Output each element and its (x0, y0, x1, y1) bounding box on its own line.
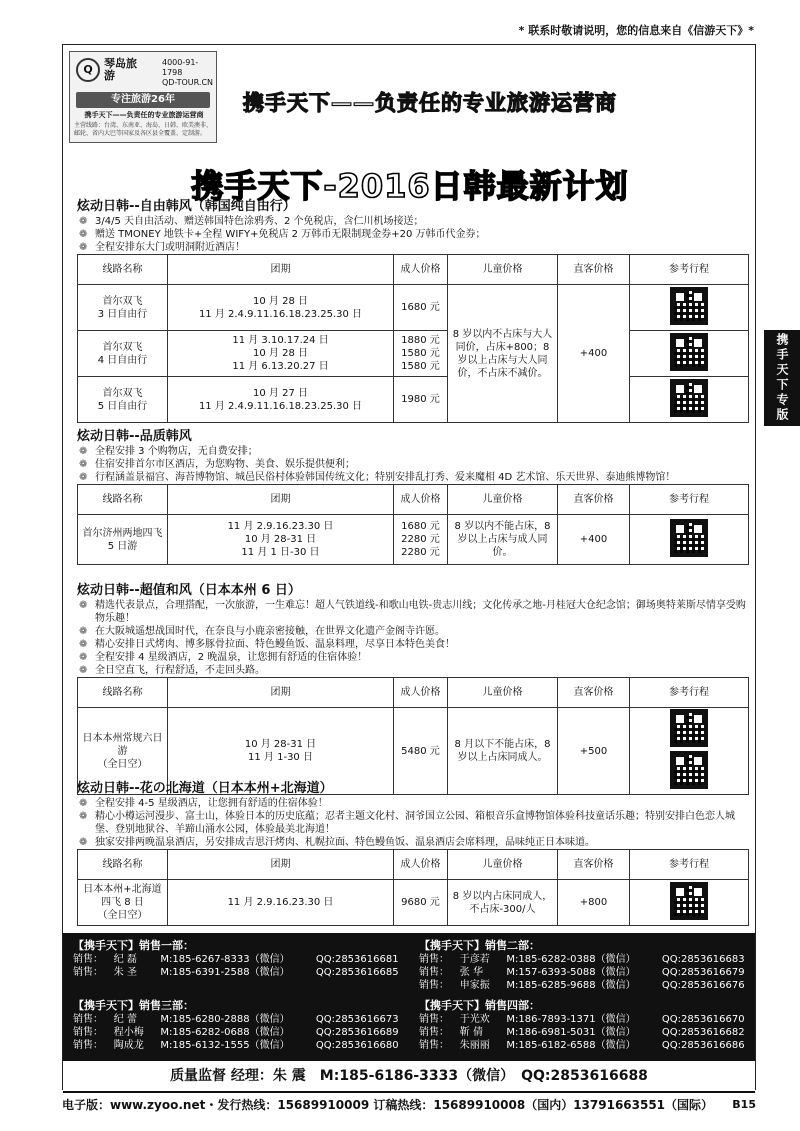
route-dates: 11 月 3.10.17.24 日 10 月 28 日 11 月 6.13.20.27 日 (168, 331, 394, 377)
logo-site: QD-TOUR.CN (162, 78, 214, 87)
qr-cell (630, 285, 749, 331)
person: 朱 圣 (113, 967, 137, 978)
sales-row (73, 1026, 413, 1039)
adult-price: 1980 元 (394, 377, 448, 423)
qr-cell (630, 377, 749, 423)
section-title: 炫动日韩--自由韩风（韩国纯自由行） (77, 199, 296, 214)
sales-row (419, 953, 759, 966)
route-name: 日本本州+北海道四飞 8 日 （全日空） (78, 880, 168, 926)
bullet: ❁ 精心安排日式烤肉、博多豚骨拉面、特色鳗鱼饭、温泉料理，尽享日本特色美食！ (77, 638, 749, 651)
col-header: 成人价格 (394, 255, 448, 285)
bullet: ❁ 全日空直飞，行程舒适，不走回头路。 (77, 664, 749, 677)
col-header: 线路名称 (78, 678, 168, 708)
logo-banner: 专注旅游26年 (76, 92, 210, 108)
role: 销售： (73, 1040, 103, 1051)
role: 销售： (419, 980, 449, 991)
bullet: ❁ 精心小樽运河漫步、富士山，体验日本的历史底蕴；忍者主题文化村、洞爷国立公园、箱根音乐盒博物馆体验科技童话乐趣；特别安排白色恋人城堡、登别地狱谷、羊蹄山涌水公园，体验最美北海道！ (77, 810, 749, 836)
role: 销售： (73, 967, 103, 978)
table-row (78, 377, 749, 423)
dept-head: 【携手天下】销售一部： (73, 939, 194, 952)
person: 于彦若 (459, 954, 490, 965)
person: 纪 蕾 (113, 1014, 137, 1025)
col-header: 直客价格 (558, 255, 630, 285)
sales-panel (63, 933, 755, 1093)
col-header: 直客价格 (558, 485, 630, 515)
col-header: 团期 (168, 485, 394, 515)
col-header: 直客价格 (558, 850, 630, 880)
table-row (78, 515, 749, 565)
sales-row (73, 953, 413, 966)
qq: QQ:2853616680 (315, 1040, 399, 1051)
person: 张 华 (459, 967, 483, 978)
mobile: M:185-6391-2588（微信） (160, 967, 290, 978)
bullet: ❁ 赠送 TMONEY 地铁卡+全程 WIFY+免税店 2 万韩币无限制现金券+20 万韩币代金券； (77, 228, 749, 241)
direct-price: +500 (558, 708, 630, 795)
mobile: M:186-7893-1371（微信） (506, 1014, 636, 1025)
qq: QQ:2853616673 (315, 1014, 399, 1025)
route-dates: 10 月 27 日 11 月 2.4.9.11.16.18.23.25.30 日 (168, 377, 394, 423)
mobile: M:185-6282-0688（微信） (160, 1027, 290, 1038)
bullet: ❁ 全程安排 4 星级酒店，2 晚温泉，让您拥有舒适的住宿体验！ (77, 651, 749, 664)
logo (69, 51, 217, 143)
qr-code-icon[interactable] (670, 882, 708, 920)
col-header: 直客价格 (558, 678, 630, 708)
page-number: B15 (732, 1098, 756, 1111)
sales-dept-2 (419, 939, 759, 992)
price-table (77, 484, 749, 565)
col-header: 儿童价格 (448, 850, 558, 880)
qq: QQ:2853616689 (315, 1027, 399, 1038)
bullet: ❁ 3/4/5 天自由活动、赠送韩国特色涂鸦秀、2 个免税店，含仁川机场接送； (77, 215, 749, 228)
top-note: * 联系时敬请说明，您的信息来自《信游天下》* (518, 24, 754, 37)
logo-slogan: 携手天下——负责任的专业旅游运营商 (84, 111, 204, 119)
sales-row (73, 1013, 413, 1026)
person: 靳 倩 (459, 1027, 483, 1038)
qr-code-icon[interactable] (670, 333, 708, 371)
col-header: 团期 (168, 850, 394, 880)
route-dates: 10 月 28-31 日 11 月 1-30 日 (168, 708, 394, 795)
mobile: M:185-6285-9688（微信） (506, 980, 636, 991)
route-name: 首尔双飞 3 日自由行 (78, 285, 168, 331)
col-header: 参考行程 (630, 255, 749, 285)
qr-code-icon[interactable] (670, 709, 708, 747)
qr-code-icon[interactable] (670, 379, 708, 417)
sales-row (419, 966, 759, 979)
table-row (78, 880, 749, 926)
main-title: 携手天下-2016日韩最新计划 (191, 167, 629, 205)
direct-price: +800 (558, 880, 630, 926)
qq: QQ:2853616685 (315, 967, 399, 978)
mobile: M:186-6981-5031（微信） (506, 1027, 636, 1038)
role: 销售： (419, 967, 449, 978)
sales-row (419, 979, 759, 992)
sales-row (73, 1039, 413, 1052)
role: 销售： (419, 954, 449, 965)
role: 销售： (419, 1040, 449, 1051)
bullet: ❁ 精选代表景点，合理搭配，一次旅游，一生难忘！超人气铁道线-和歌山电铁-贵志川线；文化传承之地-月桂冠大仓纪念馆；御场奥特莱斯尽情享受购物乐趣！ (77, 599, 749, 625)
qq: QQ:2853616670 (661, 1014, 745, 1025)
qq: QQ:2853616681 (315, 954, 399, 965)
price-table (77, 254, 749, 423)
sales-row (419, 1039, 759, 1052)
qq: QQ:2853616682 (661, 1027, 745, 1038)
qr-code-icon[interactable] (670, 287, 708, 325)
role: 销售： (73, 954, 103, 965)
bullet: ❁ 在大阪城遥想战国时代，在奈良与小鹿亲密接触，在世界文化遗产金阁寺许愿。 (77, 625, 749, 638)
logo-phone: 4000-91-1798 (162, 58, 199, 77)
dept-head: 【携手天下】销售四部： (419, 999, 540, 1012)
mobile: M:185-6132-1555（微信） (160, 1040, 290, 1051)
qq: QQ:2853616679 (661, 967, 745, 978)
table-row (78, 285, 749, 331)
side-tab: 携手天下专版 (764, 330, 800, 426)
child-price: 8 岁以内不能占床，8 岁以上占床与成人同价。 (448, 515, 558, 565)
mobile: M:185-6282-0388（微信） (506, 954, 636, 965)
person: 程小梅 (113, 1027, 144, 1038)
qr-cell (630, 880, 749, 926)
role: 销售： (73, 1014, 103, 1025)
route-dates: 11 月 2.9.16.23.30 日 (168, 880, 394, 926)
col-header: 成人价格 (394, 850, 448, 880)
direct-price: +400 (558, 285, 630, 423)
adult-price: 1680 元 2280 元 2280 元 (394, 515, 448, 565)
section-korea-free (77, 199, 749, 423)
sales-row (419, 1026, 759, 1039)
footer-contact: 电子版：www.zyoo.net・发行热线：15689910009 订稿热线：15689910008（国内）13791663551（国际） (62, 1098, 714, 1112)
dept-head: 【携手天下】销售三部： (73, 999, 194, 1012)
price-table (77, 849, 749, 926)
qr-cell (630, 331, 749, 377)
route-dates: 11 月 2.9.16.23.30 日 10 月 28-31 日 11 月 1 日-30 日 (168, 515, 394, 565)
person: 申家振 (459, 980, 490, 991)
table-row (78, 331, 749, 377)
route-name: 日本本州常规六日游 （全日空） (78, 708, 168, 795)
qq: QQ:2853616686 (661, 1040, 745, 1051)
bullet: ❁ 全程安排 3 个购物店，无自费安排； (77, 445, 749, 458)
sales-row (73, 966, 413, 979)
header-slogan: 携手天下——负责任的专业旅游运营商 (243, 91, 617, 115)
sales-dept-1 (73, 939, 413, 979)
person: 陶成龙 (113, 1040, 144, 1051)
adult-price: 1880 元 1580 元 1580 元 (394, 331, 448, 377)
child-price: 8 月以下不能占床，8 岁以上占床同成人。 (448, 708, 558, 795)
page-frame (62, 44, 756, 1090)
route-name: 首尔双飞 5 日自由行 (78, 377, 168, 423)
col-header: 儿童价格 (448, 485, 558, 515)
section-title: 炫动日韩--超值和风（日本本州 6 日） (77, 583, 301, 598)
bullet: ❁ 全程安排 4-5 星级酒店，让您拥有舒适的住宿体验！ (77, 797, 749, 810)
person: 纪 磊 (113, 954, 137, 965)
logo-name: 琴岛旅游 (104, 57, 137, 82)
person: 于光欢 (459, 1014, 490, 1025)
adult-price: 5480 元 (394, 708, 448, 795)
dept-head: 【携手天下】销售二部： (419, 939, 540, 952)
person: 朱丽丽 (459, 1040, 490, 1051)
col-header: 儿童价格 (448, 255, 558, 285)
adult-price: 1680 元 (394, 285, 448, 331)
col-header: 参考行程 (630, 678, 749, 708)
col-header: 团期 (168, 255, 394, 285)
col-header: 团期 (168, 678, 394, 708)
col-header: 儿童价格 (448, 678, 558, 708)
role: 销售： (419, 1014, 449, 1025)
quality-supervisor: 质量监督 经理：朱 震 M:185-6186-3333（微信） QQ:2853616688 (63, 1061, 755, 1091)
bullet: ❁ 行程涵盖景福宫、海苔博物馆、城邑民俗村体验韩国传统文化；特别安排乱打秀、爱来魔相 4D 艺术馆、乐天世界、泰迪熊博物馆！ (77, 471, 749, 484)
qq: QQ:2853616683 (661, 954, 745, 965)
section-title: 炫动日韩--品质韩风 (77, 429, 192, 444)
qr-cell (630, 515, 749, 565)
col-header: 线路名称 (78, 485, 168, 515)
sales-row (419, 1013, 759, 1026)
mobile: M:185-6280-2888（微信） (160, 1014, 290, 1025)
bullet: ❁ 独家安排两晚温泉酒店，另安排成吉思汗烤肉、札幌拉面、特色鳗鱼饭、温泉酒店会席料理，品味纯正日本味道。 (77, 836, 749, 849)
col-header: 线路名称 (78, 255, 168, 285)
logo-desc: 主营线路：台湾、东南亚、海岛、日韩、欧美澳非、邮轮、省内大巴等国家及各区县全覆盖、定制游。 (74, 122, 213, 137)
mobile: M:157-6393-5088（微信） (506, 967, 636, 978)
route-name: 首尔双飞 4 日自由行 (78, 331, 168, 377)
adult-price: 9680 元 (394, 880, 448, 926)
sales-dept-3 (73, 999, 413, 1052)
col-header: 参考行程 (630, 485, 749, 515)
col-header: 参考行程 (630, 850, 749, 880)
child-price: 8 岁以内占床同成人，不占床-300/人 (448, 880, 558, 926)
direct-price: +400 (558, 515, 630, 565)
section-japan-hokkaido (77, 781, 749, 926)
child-price: 8 岁以内不占床与大人同价，占床+800；8 岁以上占床与大人同价，不占床不减价。 (448, 285, 558, 423)
price-table (77, 677, 749, 795)
section-title: 炫动日韩--花の北海道（日本本州+北海道） (77, 781, 333, 796)
logo-icon: Q (76, 58, 100, 82)
role: 销售： (419, 1027, 449, 1038)
header (63, 45, 755, 155)
bullet: ❁ 全程安排东大门或明洞附近酒店！ (77, 241, 749, 254)
route-dates: 10 月 28 日 11 月 2.4.9.11.16.18.23.25.30 日 (168, 285, 394, 331)
section-japan-honshu (77, 583, 749, 795)
logo-contact (162, 58, 216, 88)
mobile: M:185-6182-6588（微信） (506, 1040, 636, 1051)
qq: QQ:2853616676 (661, 980, 745, 991)
col-header: 成人价格 (394, 485, 448, 515)
sales-dept-4 (419, 999, 759, 1052)
section-korea-quality (77, 429, 749, 565)
qr-code-icon[interactable] (670, 519, 708, 557)
route-name: 首尔济州两地四飞 5 日游 (78, 515, 168, 565)
mobile: M:185-6267-8333（微信） (160, 954, 290, 965)
bullet: ❁ 住宿安排首尔市区酒店，为您购物、美食、娱乐提供便利； (77, 458, 749, 471)
col-header: 线路名称 (78, 850, 168, 880)
col-header: 成人价格 (394, 678, 448, 708)
role: 销售： (73, 1027, 103, 1038)
